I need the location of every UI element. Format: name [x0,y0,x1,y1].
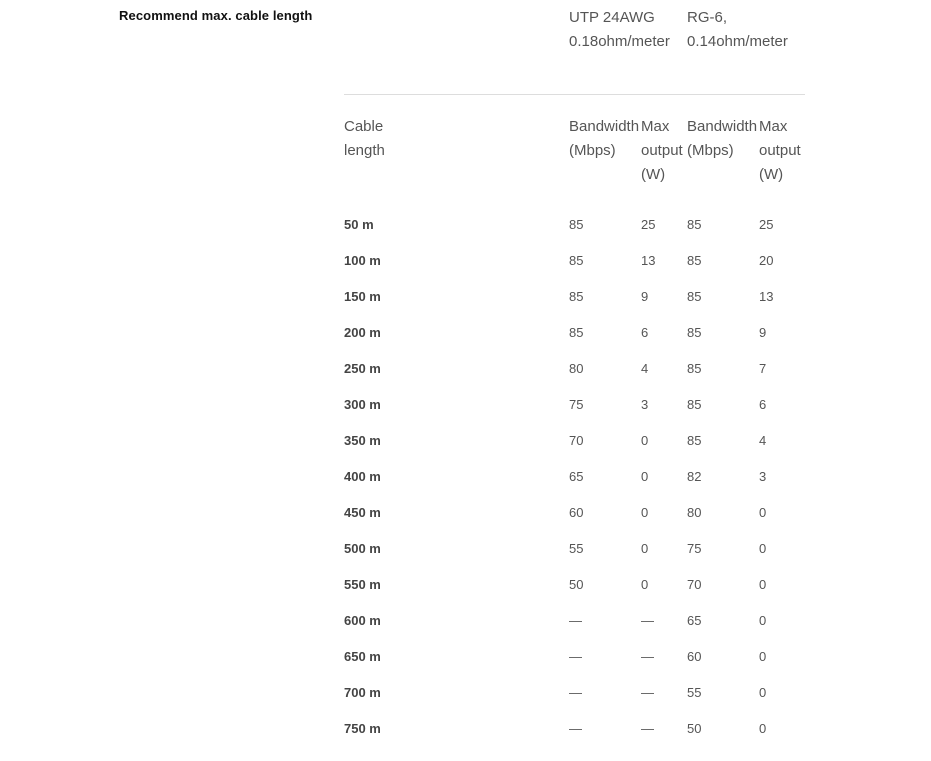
cell-length: 150 m [344,289,381,304]
cell-bandwidth-rg6: 82 [687,469,702,484]
cell-bandwidth-utp: 80 [569,361,584,376]
cell-output-rg6: 3 [759,469,767,484]
cell-length: 500 m [344,541,381,556]
cell-bandwidth-rg6: 70 [687,577,702,592]
cell-bandwidth-utp: 55 [569,541,584,556]
header-line: Max [759,118,788,135]
cell-bandwidth-rg6: 85 [687,433,702,448]
cell-output-utp: 0 [641,541,649,556]
cell-output-rg6: 0 [759,685,767,700]
cell-output-rg6: 13 [759,289,774,304]
cell-bandwidth-utp: 85 [569,253,584,268]
cell-output-utp: 3 [641,397,649,412]
cell-length: 750 m [344,721,381,736]
cell-output-rg6: 20 [759,253,774,268]
cell-output-utp: 0 [641,577,649,592]
cell-length: 250 m [344,361,381,376]
cell-length: 200 m [344,325,381,340]
cell-length: 650 m [344,649,381,664]
cell-output-utp: 0 [641,505,649,520]
cell-bandwidth-utp: 85 [569,217,584,232]
cell-bandwidth-utp: 60 [569,505,584,520]
cell-bandwidth-rg6: 85 [687,325,702,340]
cell-bandwidth-rg6: 85 [687,397,702,412]
cell-bandwidth-utp: — [569,721,582,736]
cell-length: 400 m [344,469,381,484]
cable-type-rg6 [687,6,788,54]
header-line: (Mbps) [687,142,734,159]
cell-bandwidth-utp: — [569,649,582,664]
cable-type-resistance: 0.18ohm/meter [569,33,670,50]
cell-output-utp: 13 [641,253,656,268]
cell-output-utp: — [641,721,654,736]
section-title: Recommend max. cable length [119,8,313,23]
cell-output-rg6: 0 [759,721,767,736]
header-line: Cable [344,118,384,135]
cell-bandwidth-utp: 70 [569,433,584,448]
header-line: Max [641,118,670,135]
cell-bandwidth-utp: 85 [569,325,584,340]
cable-type-resistance: 0.14ohm/meter [687,33,788,50]
cell-output-utp: — [641,649,654,664]
cell-bandwidth-rg6: 65 [687,613,702,628]
cell-length: 600 m [344,613,381,628]
cell-bandwidth-utp: — [569,685,582,700]
cell-length: 550 m [344,577,381,592]
cell-length: 700 m [344,685,381,700]
cable-type-utp [569,6,670,54]
cell-length: 300 m [344,397,381,412]
cell-output-utp: — [641,685,654,700]
cell-output-rg6: 9 [759,325,767,340]
header-line: length [344,142,385,159]
cell-length: 450 m [344,505,381,520]
cell-bandwidth-utp: — [569,613,582,628]
cell-bandwidth-utp: 50 [569,577,584,592]
cell-output-rg6: 0 [759,649,767,664]
cell-bandwidth-rg6: 55 [687,685,702,700]
cell-output-utp: 25 [641,217,656,232]
cell-output-utp: 9 [641,289,649,304]
header-line: Bandwidth [687,118,758,135]
header-max-output-utp [641,115,683,187]
cell-output-rg6: 0 [759,541,767,556]
table-divider [344,94,805,95]
cell-output-utp: 0 [641,469,649,484]
cell-bandwidth-rg6: 85 [687,253,702,268]
cell-bandwidth-utp: 75 [569,397,584,412]
cell-bandwidth-rg6: 75 [687,541,702,556]
cell-output-rg6: 4 [759,433,767,448]
header-max-output-rg6 [759,115,801,187]
header-bandwidth-rg6 [687,115,757,163]
cell-bandwidth-rg6: 85 [687,217,702,232]
cable-type-name: RG-6, [687,9,728,26]
cell-bandwidth-rg6: 60 [687,649,702,664]
cell-length: 50 m [344,217,374,232]
cell-bandwidth-rg6: 85 [687,289,702,304]
cell-output-rg6: 0 [759,613,767,628]
cell-output-utp: 0 [641,433,649,448]
cell-output-utp: — [641,613,654,628]
header-line: output [641,142,683,159]
cell-output-utp: 6 [641,325,649,340]
header-bandwidth-utp [569,115,639,163]
header-line: (W) [759,166,784,183]
header-line: Bandwidth [569,118,640,135]
cell-output-rg6: 0 [759,505,767,520]
cell-output-utp: 4 [641,361,649,376]
cell-bandwidth-rg6: 80 [687,505,702,520]
cell-length: 350 m [344,433,381,448]
header-line: output [759,142,801,159]
header-line: (Mbps) [569,142,616,159]
cable-type-name: UTP 24AWG [569,9,655,26]
cell-output-rg6: 25 [759,217,774,232]
cell-bandwidth-utp: 85 [569,289,584,304]
cell-bandwidth-utp: 65 [569,469,584,484]
cell-length: 100 m [344,253,381,268]
cell-output-rg6: 6 [759,397,767,412]
cell-output-rg6: 0 [759,577,767,592]
cell-output-rg6: 7 [759,361,767,376]
cell-bandwidth-rg6: 85 [687,361,702,376]
header-cable-length [344,115,385,163]
header-line: (W) [641,166,666,183]
cell-bandwidth-rg6: 50 [687,721,702,736]
